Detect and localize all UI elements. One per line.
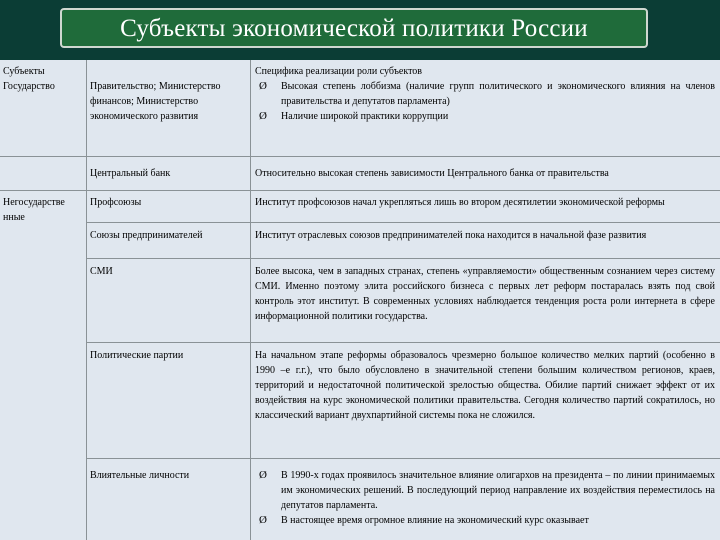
media-specifics: Более высока, чем в западных странах, степень «управляемости» общественным сознанием через систему СМИ. Именно поэтому элита российского бизнеса с первых лет реформ постаралась взять под свой контроль этот институт. В современных условиях наблюдается тенденция роста роли интернета в сфере информационной политики государства.	[255, 266, 715, 322]
row-divider	[86, 342, 720, 343]
page-title: Субъекты экономической политики России	[60, 8, 648, 48]
unions-specifics: Институт профсоюзов начал укрепляться лишь во втором десятилетии экономической реформы	[255, 197, 665, 208]
subject-government: Правительство; Министерство финансов; Министерство экономического развития	[90, 81, 221, 122]
group-state: Государство	[3, 81, 55, 92]
bullet-marker: Ø	[259, 514, 267, 526]
subject-influential: Влиятельные личности	[90, 470, 190, 481]
bullet-marker: Ø	[259, 110, 267, 122]
influential-specifics	[252, 466, 718, 530]
col-divider	[250, 60, 251, 540]
employers-specifics: Институт отраслевых союзов предпринимателей пока находится в начальной фазе развития	[255, 230, 647, 241]
row-divider	[86, 222, 720, 223]
bullet-text: В настоящее время огромное влияние на экономический курс оказывает	[281, 515, 589, 526]
group-nonstate: Негосударстве нные	[3, 197, 65, 223]
row-divider	[0, 156, 720, 157]
parties-specifics: На начальном этапе реформы образовалось чрезмерно большое количество мелких партий (особенно в 1990 –е г.г.), что было обусловлено в значительной степени большим количеством регионов, краев, территорий и недостаточной политической зрелостью общества. Обилие партий снижает эффект от их воздействия на курс экономической политики правительства. Сегодня количество партий сократилось, но классический вариант двухпартийной системы пока не сложился.	[255, 350, 715, 421]
subject-unions: Профсоюзы	[90, 197, 142, 208]
subjects-table	[0, 60, 720, 540]
header-subjects: Субъекты	[3, 66, 45, 77]
row-divider	[86, 258, 720, 259]
bullet-text: В 1990-х годах проявилось значительное влияние олигархов на президента – по линии принимаемых им экономических решений. В последующий период направление их воздействия переместилось на депутатов парламента.	[281, 470, 715, 511]
row-divider	[86, 458, 720, 459]
subject-media: СМИ	[90, 266, 113, 277]
bullet-marker: Ø	[259, 80, 267, 92]
bullet-marker: Ø	[259, 469, 267, 481]
bullet-item	[255, 79, 715, 109]
bullet-text: Наличие широкой практики коррупции	[281, 111, 449, 122]
bullet-item	[255, 109, 715, 124]
row-divider	[0, 190, 720, 191]
subject-central-bank: Центральный банк	[90, 168, 171, 179]
bullet-item	[255, 513, 715, 528]
subject-parties: Политические партии	[90, 350, 184, 361]
bullet-text: Высокая степень лоббизма (наличие групп политического и экономического влияния на членов правительства и депутатов парламента)	[281, 81, 715, 107]
central-bank-specifics: Относительно высокая степень зависимости Центрального банка от правительства	[255, 168, 609, 179]
header-specifics: Специфика реализации роли субъектов	[255, 66, 423, 77]
government-specifics	[252, 77, 718, 126]
subject-employers: Союзы предпринимателей	[90, 230, 203, 241]
bullet-item	[255, 468, 715, 513]
